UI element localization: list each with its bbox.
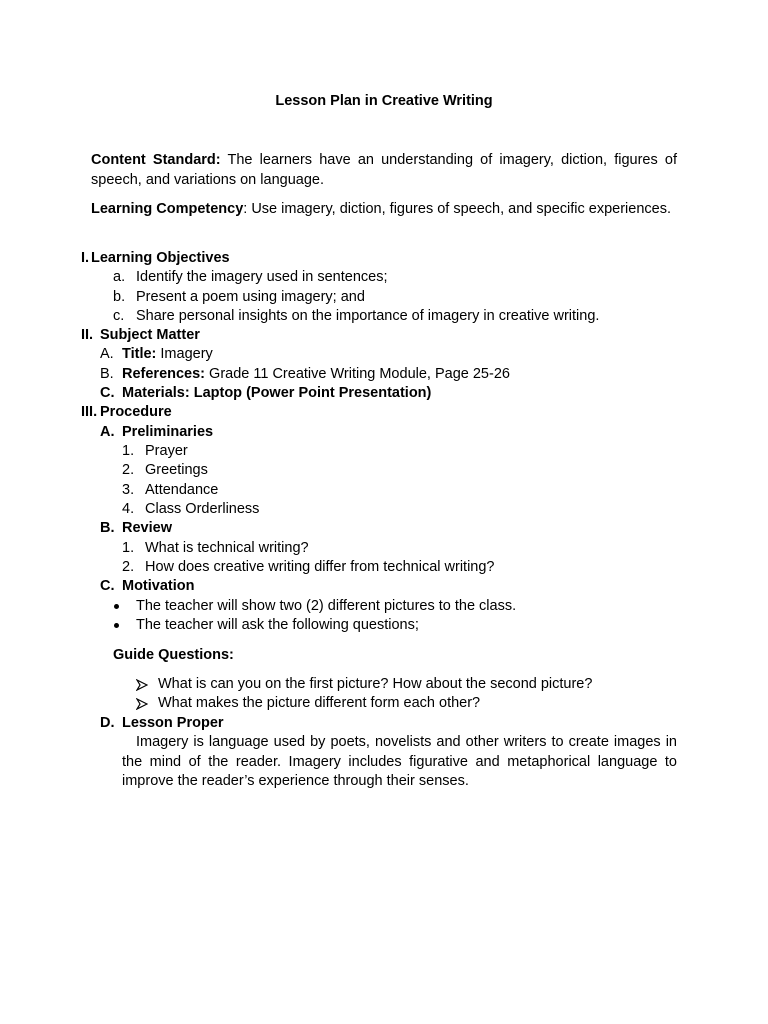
preliminaries-item: Class Orderliness: [145, 501, 260, 517]
guide-questions-heading: Guide Questions:: [113, 647, 234, 663]
subject-item-references: [122, 365, 510, 385]
motivation-marker: C.: [100, 578, 115, 594]
review-item: What is technical writing?: [145, 540, 309, 556]
subject-item-value: Grade 11 Creative Writing Module, Page 25-26: [205, 366, 510, 382]
subject-item-title: [122, 345, 213, 365]
bullet-icon: [114, 623, 119, 628]
section-3-numeral: III.: [81, 404, 98, 420]
review-number: 2.: [122, 559, 135, 575]
objective-item: Present a poem using imagery; and: [136, 289, 365, 305]
learning-competency-label: Learning Competency: [91, 201, 244, 217]
preliminaries-number: 4.: [122, 501, 135, 517]
section-2-heading: Subject Matter: [100, 327, 200, 343]
subject-item-materials: [122, 384, 431, 404]
motivation-bullet: The teacher will ask the following questions;: [136, 617, 419, 633]
learning-competency-text: : Use imagery, diction, figures of speech, and specific experiences.: [243, 201, 671, 217]
learning-competency: [91, 200, 677, 220]
subject-marker: C.: [100, 385, 115, 401]
objective-marker: c.: [113, 308, 125, 324]
content-standard-label: Content Standard:: [91, 152, 221, 168]
bullet-icon: [114, 604, 119, 609]
preliminaries-heading: Preliminaries: [122, 424, 214, 440]
section-1-numeral: I.: [81, 250, 90, 266]
lesson-proper-heading: Lesson Proper: [122, 715, 224, 731]
section-2-numeral: II.: [81, 327, 94, 343]
guide-question: What makes the picture different form each other?: [158, 695, 481, 711]
motivation-heading: Motivation: [122, 578, 195, 594]
review-number: 1.: [122, 540, 135, 556]
page-title: Lesson Plan in Creative Writing: [275, 93, 493, 109]
preliminaries-item: Prayer: [145, 443, 188, 459]
subject-item-label: Materials: Laptop (Power Point Presentation): [122, 385, 432, 401]
lesson-proper-marker: D.: [100, 715, 115, 731]
preliminaries-item: Greetings: [145, 462, 208, 478]
review-item: How does creative writing differ from technical writing?: [145, 559, 495, 575]
subject-item-value: Imagery: [156, 346, 213, 362]
objective-marker: b.: [113, 289, 126, 305]
motivation-bullet: The teacher will show two (2) different pictures to the class.: [136, 598, 517, 614]
guide-question: What is can you on the first picture? How about the second picture?: [158, 676, 593, 692]
subject-marker: B.: [100, 366, 114, 382]
preliminaries-number: 3.: [122, 482, 135, 498]
subject-item-label: References:: [122, 366, 206, 382]
arrow-bullet-icon: [136, 679, 148, 691]
subject-marker: A.: [100, 346, 114, 362]
review-heading: Review: [122, 520, 172, 536]
subject-item-label: Title:: [122, 346, 157, 362]
objective-marker: a.: [113, 269, 126, 285]
preliminaries-marker: A.: [100, 424, 115, 440]
content-standard-text: The learners have an understanding of imagery, diction, figures of speech, and variations on language.: [91, 152, 678, 188]
preliminaries-item: Attendance: [145, 482, 219, 498]
lesson-proper-text: Imagery is language used by poets, novelists and other writers to create images in the mind of the reader. Imagery includes figurative and metaphorical language to improve the reader’s experience through their senses.: [122, 734, 677, 789]
section-1-heading: Learning Objectives: [91, 250, 230, 266]
review-marker: B.: [100, 520, 115, 536]
section-3-heading: Procedure: [100, 404, 172, 420]
arrow-bullet-icon: [136, 698, 148, 710]
objective-item: Identify the imagery used in sentences;: [136, 269, 388, 285]
content-standard: [91, 151, 677, 190]
preliminaries-number: 2.: [122, 462, 135, 478]
objective-item: Share personal insights on the importance of imagery in creative writing.: [136, 308, 600, 324]
preliminaries-number: 1.: [122, 443, 135, 459]
